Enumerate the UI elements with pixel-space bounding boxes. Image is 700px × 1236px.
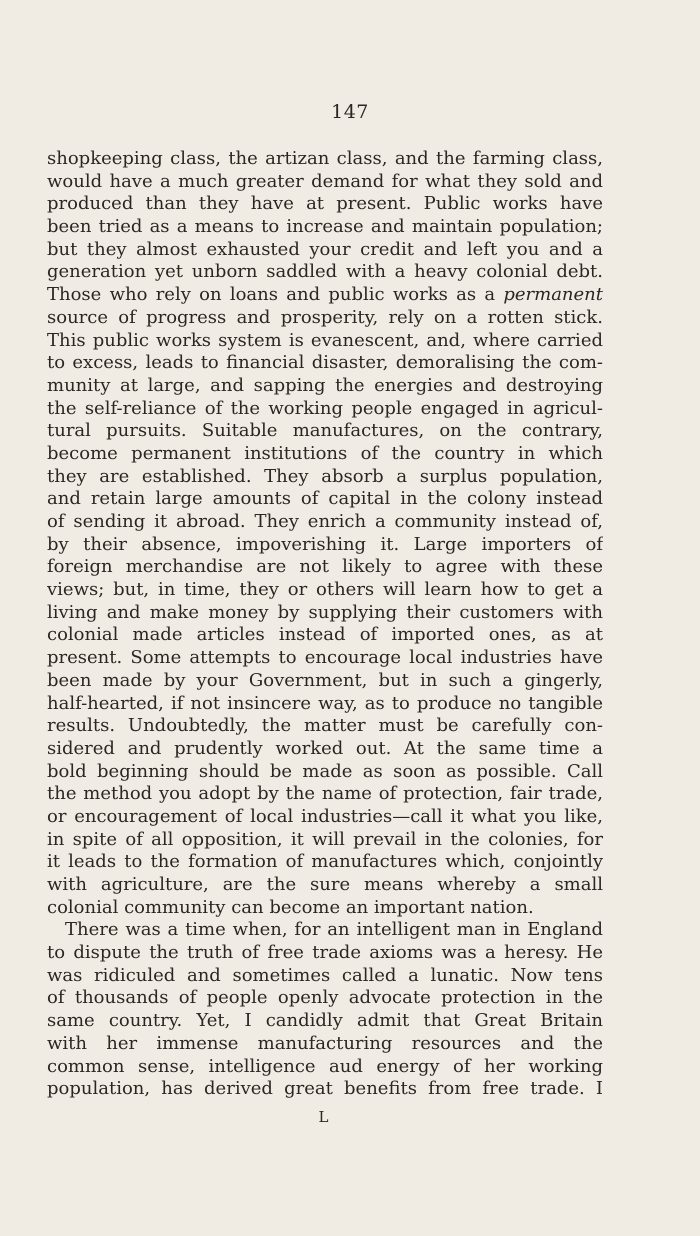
text-line: to dispute the truth of free trade axioms was a heresy. He <box>47 942 603 964</box>
text-line: and retain large amounts of capital in the colony instead <box>47 488 603 510</box>
text-line: half-hearted, if not insincere way, as to produce no tangible <box>47 692 603 714</box>
text-line: it leads to the formation of manufactures which, conjointly <box>47 851 603 873</box>
text-line: Those who rely on loans and public works as a permanent <box>47 284 603 306</box>
text-line: views; but, in time, they or others will learn how to get a <box>47 579 603 601</box>
text-line: was ridiculed and sometimes called a lunatic. Now tens <box>47 964 603 986</box>
text-line: colonial community can become an important nation. <box>47 896 534 918</box>
text-line: population, has derived great benefits from free trade. I <box>47 1078 603 1100</box>
text-line: to excess, leads to financial disaster, demoralising the com- <box>47 352 603 374</box>
text-line: source of progress and prosperity, rely on a rotten stick. <box>47 306 603 328</box>
text-line: by their absence, impoverishing it. Large importers of <box>47 533 603 555</box>
text-line: common sense, intelligence aud energy of her working <box>47 1055 603 1077</box>
text-line: same country. Yet, I candidly admit that Great Britain <box>47 1010 603 1032</box>
text-line: This public works system is evanescent, and, where carried <box>47 329 603 351</box>
text-line: tural pursuits. Suitable manufactures, on the contrary, <box>47 420 603 442</box>
text-line: with agriculture, are the sure means whereby a small <box>47 874 603 895</box>
text-line: the method you adopt by the name of protection, fair trade, <box>47 783 603 805</box>
body-text <box>47 148 603 1101</box>
text-line: of sending it abroad. They enrich a community instead of, <box>47 511 603 532</box>
emphasis: permanent <box>503 284 603 306</box>
signature-mark: L <box>318 1108 330 1126</box>
text-line: colonial made articles instead of imported ones, as at <box>47 624 603 646</box>
text-line: present. Some attempts to encourage local industries have <box>47 647 603 669</box>
text-line: living and make money by supplying their customers with <box>47 601 603 623</box>
text-line: they are established. They absorb a surplus population, <box>47 465 603 487</box>
text-line: the self-reliance of the working people engaged in agricul- <box>47 397 603 419</box>
text-line: shopkeeping class, the artizan class, and the farming class, <box>47 148 603 169</box>
text-line: There was a time when, for an intelligent man in England <box>65 919 603 941</box>
text-line: would have a much greater demand for what they sold and <box>47 170 603 192</box>
text-line: sidered and prudently worked out. At the same time a <box>47 737 603 759</box>
text-line: produced than they have at present. Public works have <box>47 193 603 215</box>
text-line: results. Undoubtedly, the matter must be carefully con- <box>47 715 603 737</box>
text-line: but they almost exhausted your credit and left you and a <box>47 238 603 260</box>
page-number: 147 <box>331 101 369 123</box>
text-line: of thousands of people openly advocate protection in the <box>47 987 603 1009</box>
text-line: foreign merchandise are not likely to agree with these <box>47 556 603 578</box>
text-line: been made by your Government, but in such a gingerly, <box>47 669 603 691</box>
text-line: with her immense manufacturing resources and the <box>47 1032 603 1054</box>
text-line: bold beginning should be made as soon as possible. Call <box>47 760 603 782</box>
text-line: become permanent institutions of the country in which <box>47 442 603 464</box>
text-line: been tried as a means to increase and maintain population; <box>47 216 603 238</box>
text-line: munity at large, and sapping the energies and destroying <box>47 374 603 396</box>
text-line: generation yet unborn saddled with a heavy colonial debt. <box>47 261 603 283</box>
text-line: in spite of all opposition, it will prevail in the colonies, for <box>47 828 603 850</box>
text-line: or encouragement of local industries—call it what you like, <box>47 805 603 827</box>
